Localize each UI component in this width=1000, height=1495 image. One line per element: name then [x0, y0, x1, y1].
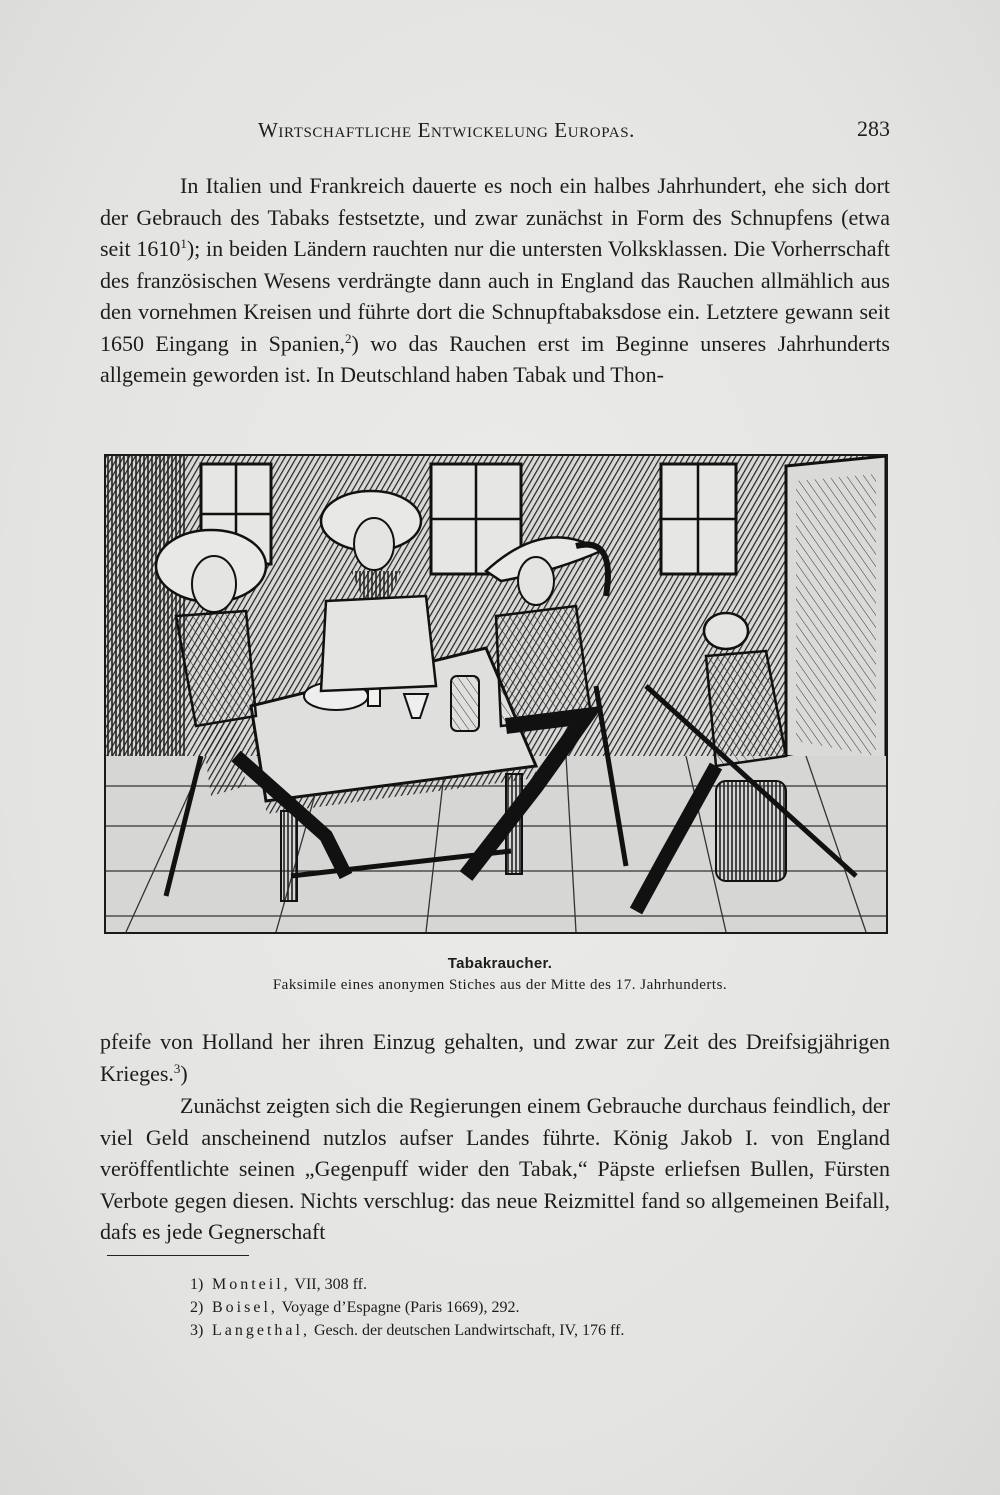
- footnote-ref-2[interactable]: 2: [345, 330, 352, 346]
- footnote-mark: 1): [190, 1276, 204, 1293]
- footnote-3: [190, 1319, 890, 1342]
- figure-caption-title: Tabakraucher.: [447, 955, 553, 972]
- footnotes: [190, 1273, 890, 1342]
- page-number: 283: [857, 116, 890, 141]
- paragraph-1-text-b: ); in beiden Ländern rauchten nur die untersten Volksklassen. Die Vorherrschaft des französischen Wesens verdrängte dann auch in England das Rauchen allmählich aus den vornehmen Kreisen und führte dort die Schnupftabaksdose ein. Letztere gewann seit 1650 Eingang in Spanien,: [100, 236, 890, 356]
- footnote-mark: 3): [190, 1322, 204, 1339]
- running-head: Wirtschaftliche Entwickelung Europas.: [258, 118, 635, 142]
- footnote-author: Boisel,: [212, 1299, 278, 1316]
- paragraph-2-text-b: ): [180, 1060, 188, 1086]
- footnote-2: [190, 1296, 890, 1319]
- paragraph-2-text-a: pfeife von Holland her ihren Einzug gehalten, und zwar zur Zeit des Dreifsigjährigen Krieges.: [100, 1029, 890, 1086]
- footnote-author: Langethal,: [212, 1322, 310, 1339]
- paragraph-1-text-c: ) wo das Rauchen erst im Beginne unseres Jahrhunderts allgemein geworden ist. In Deutschland haben Tabak und Thon-: [100, 330, 890, 387]
- paragraph-1-text-a: In Italien und Frankreich dauerte es noch ein halbes Jahrhundert, ehe sich dort der Gebrauch des Tabaks festsetzte, und zwar zunächst in Form des Schnupfens (etwa seit 1610: [100, 173, 890, 261]
- engraving-illustration: [104, 454, 888, 934]
- footnote-text: Voyage d’Espagne (Paris 1669), 292.: [277, 1299, 520, 1316]
- footnote-divider: [107, 1255, 249, 1256]
- paragraph-3: Zunächst zeigten sich die Regierungen einem Gebrauche durchaus feindlich, der viel Geld anscheinend nutzlos aufser Landes führte. König Jakob I. von England veröffentlichte seinen „Gegenpuff wider den Tabak,“ Päpste erliefsen Bullen, Fürsten Verbote gegen diesen. Nichts verschlug: das neue Reizmittel fand so allgemeinen Beifall, dafs es jede Gegnerschaft: [100, 1093, 890, 1244]
- footnote-1: [190, 1273, 890, 1296]
- footnote-ref-1[interactable]: 1: [180, 236, 187, 251]
- footnote-text: Gesch. der deutschen Landwirtschaft, IV, 176 ff.: [309, 1322, 625, 1339]
- footnote-ref-3[interactable]: 3: [173, 1060, 181, 1076]
- footnote-author: Monteil,: [212, 1276, 291, 1293]
- page-header: [100, 116, 890, 146]
- footnote-text: VII, 308 ff.: [290, 1276, 367, 1293]
- footnote-mark: 2): [190, 1299, 204, 1316]
- paragraph-1: [100, 170, 890, 391]
- figure-caption-subtitle: Faksimile eines anonymen Stiches aus der Mitte des 17. Jahrhunderts.: [272, 977, 728, 993]
- paragraph-2: [100, 1026, 890, 1089]
